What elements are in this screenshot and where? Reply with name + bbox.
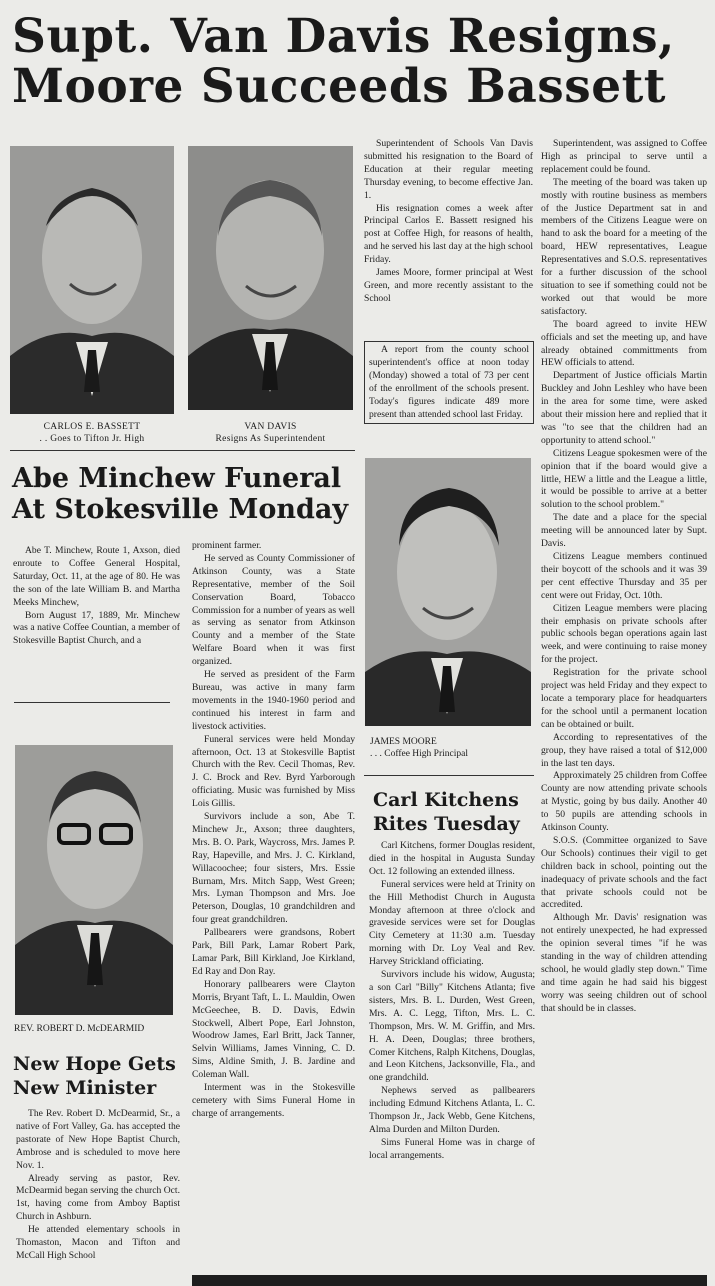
kitchens-headline-line-1: Carl Kitchens	[373, 789, 519, 811]
paragraph: Honorary pallbearers were Clayton Morris, Bryant Taft, L. L. Mauldin, Owen McGeechee, B. D. Davis, Edwin Stockwell, Albert Pope, Earl Johnston, Woodrow James, Earl Britt, Jack Tanner, Selvin Williams, James Vinning, C. D. Sims, Aldine Smith, J. B. Jardine and Coleman Wall.	[192, 978, 355, 1081]
davis-desc: Resigns As Superintendent	[215, 434, 326, 444]
new-hope-headline-line-1: New Hope Gets	[13, 1053, 176, 1075]
main-headline	[12, 9, 712, 114]
minchew-headline	[12, 463, 357, 525]
paragraph: Citizen League members were placing their emphasis on private schools after public schools began operations again last week, and were continuing to raise money for the project.	[541, 602, 707, 666]
resign-article-col3	[364, 138, 533, 306]
paragraph: He attended elementary schools in Thomaston, Macon and Tifton and McCall High School	[16, 1224, 180, 1261]
mcdearmid-caption: REV. ROBERT D. McDEARMID	[14, 1024, 145, 1034]
paragraph: Department of Justice officials Martin Buckley and John Leshley who have been in the area for some time, were asked about their mission here and replied that it was "to see that the children had an opportunity to attend school."	[541, 370, 707, 446]
paragraph: prominent farmer.	[192, 540, 262, 551]
bottom-bar	[192, 1275, 707, 1286]
minchew-headline-line-2: At Stokesville Monday	[12, 494, 349, 525]
paragraph: Registration for the private school project was held Friday and they expect to locate a temporary place for headquarters for the school until a permanent location can be obtained or built.	[541, 667, 707, 730]
minchew-headline-line-1: Abe Minchew Funeral	[12, 463, 342, 494]
bassett-photo	[10, 146, 174, 414]
divider	[364, 775, 534, 776]
paragraph: Citizens League members continued their boycott of the schools and it was 39 per cent effective Thursday and 35 per cent were out Friday, Oct. 10th.	[541, 551, 707, 601]
main-headline-line-2: Moore Succeeds Bassett	[12, 59, 667, 114]
paragraph: James Moore, former principal at West Green, and more recently assistant to the School	[364, 267, 533, 304]
paragraph: The Rev. Robert D. McDearmid, Sr., a native of Fort Valley, Ga. has accepted the pastorate of New Hope Baptist Church, Ambrose and is scheduled to move here Nov. 1.	[16, 1108, 180, 1171]
paragraph: Already serving as pastor, Rev. McDearmid began serving the church Oct. 1st, having come from Amboy Baptist Church in Ashburn.	[16, 1172, 180, 1223]
mcdearmid-photo	[15, 745, 173, 1015]
paragraph: Interment was in the Stokesville cemetery with Sims Funeral Home in charge of arrangements.	[192, 1082, 355, 1119]
paragraph: Survivors include a son, Abe T. Minchew Jr., Axson; three daughters, Mrs. B. O. Park, Waycross, Mrs. James P. Ray, Hapeville, and Mrs. J. C. Kirkland, Willacoochee; four sisters, Mrs. Essie Burnam, Mrs. Mitch Sapp, West Green; Mrs. Lyman Thompson and Mrs. Joe Peterson, Douglas, 10 grandchildren and four great grandchildren.	[192, 811, 355, 926]
minchew-col1	[13, 545, 180, 648]
paragraph: Although Mr. Davis' resignation was not entirely unexpected, he had expressed the opinion several times "if he was standing in the way of children attending school, he would gladly step down." Time and time again he had said his biggest worry was seeing children out of school that should be in classes.	[541, 912, 707, 1014]
paragraph: Carl Kitchens, former Douglas resident, died in the hospital in Augusta Sunday Oct. 12 following an extended illness.	[369, 840, 535, 877]
paragraph: Survivors include his widow, Augusta; a son Carl "Billy" Kitchens Atlanta; five sisters, Mrs. B. L. Durden, West Green, Mrs. A. C. Legg, Tifton, Mrs. L. C. Thompson, Mrs. W. M. Griffin, and Mrs. H. A. Deen, Douglas; three brothers, Comer Kitchens, Ralph Kitchens, Douglas, and Leon Kitchens, Jacksonville, Fla., and one grandchild.	[369, 969, 535, 1084]
paragraph: Abe T. Minchew, Route 1, Axson, died enroute to Coffee General Hospital, Saturday, Oct. 11, at the age of 80. He was the son of the late William B. and Martha Meeks Minchew,	[13, 545, 180, 608]
paragraph: Superintendent of Schools Van Davis submitted his resignation to the Board of Education at their regular meeting Thursday evening, to become effective Jan. 1.	[364, 138, 533, 201]
paragraph: According to representatives of the group, they have raised a total of $12,000 in the last ten days.	[541, 731, 707, 769]
davis-photo	[188, 146, 353, 410]
new-hope-article	[16, 1108, 180, 1263]
paragraph: Funeral services were held Monday afternoon, Oct. 13 at Stokesville Baptist Church with the Rev. Cecil Thomas, Rev. J. C. Brock and Rev. Byrd Yarborough officiating. Music was furnished by Miss Lois Gillis.	[192, 733, 355, 810]
paragraph: The board agreed to invite HEW officials and set the meeting up, and have already obtained committments from HEW officials to attend.	[541, 318, 707, 369]
paragraph: The meeting of the board was taken up mostly with routine business as members of the Justice Department sat in and members of the Citizens League were on hand to ask the board for a meeting of the board, HEW representatives, League Representatives and S.O.S. representatives for a further discussion of the school situation to see if something could not be worked out that would be more satisfactory.	[541, 176, 707, 317]
paragraph: He served as president of the Farm Bureau, was active in many farm movements in the 1940-1960 period and continued his interest in farm and livestock activities.	[192, 669, 355, 732]
moore-name: JAMES MOORE	[370, 737, 437, 747]
minchew-col2	[192, 540, 355, 1121]
davis-caption	[188, 421, 353, 445]
paragraph: Pallbearers were grandsons, Robert Park, Bill Park, Lamar Robert Park, Lamar Park, Bill Kirkland, Joe Kirkland, Ed Ray and Don Ray.	[192, 927, 355, 977]
paragraph: Citizens League spokesmen were of the opinion that if the board would give a little, HEW a little and the League a little, it would be possible to arrive at a better solution to the school problem."	[541, 447, 707, 511]
attendance-report-box	[364, 341, 534, 424]
main-headline-line-1: Supt. Van Davis Resigns,	[12, 9, 675, 64]
paragraph: Born August 17, 1889, Mr. Minchew was a native Coffee Countian, a member of Stokesville Baptist Church, and a	[13, 609, 180, 647]
paragraph: Superintendent, was assigned to Coffee High as principal to serve until a replacement could be found.	[541, 138, 707, 175]
bassett-caption	[10, 421, 174, 445]
divider	[14, 702, 170, 703]
moore-desc: . . . Coffee High Principal	[370, 749, 468, 759]
new-hope-headline	[13, 1052, 183, 1100]
paragraph: He served as County Commissioner of Atkinson County, was a State Representative, member of the Soil Conservation Board, Tobacco Commission for a number of years as well as serving as senator from Atkinson County and a member of the State Welfare Board when it was first organized.	[192, 552, 355, 668]
paragraph: Approximately 25 children from Coffee County are now attending private schools at Mystic, going by bus daily. Another 40 to 50 pupils are attending schools in Atkinson County.	[541, 770, 707, 834]
kitchens-article	[369, 840, 535, 1163]
paragraph: Funeral services were held at Trinity on the Hill Methodist Church in Augusta Monday afternoon at three o'clock and graveside services were set for Douglas City Cemetery at 11:30 a.m. Tuesday morning with Dr. Loy Veal and Rev. Harvey Strickland officiating.	[369, 878, 535, 968]
paragraph: S.O.S. (Committee organized to Save Our Schools) continues their vigil to get children back in school, pointing out the inadequacy of private schools and the fact that private schools could not be accredited.	[541, 834, 707, 911]
moore-photo	[365, 458, 531, 726]
boxed-text: A report from the county school superintendent's office at noon today (Monday) showed a total of 73 per cent of the enrollment of the schools present. Today's figures indicate 489 more present than attended school last Friday.	[369, 344, 529, 420]
kitchens-headline-line-2: Rites Tuesday	[373, 813, 520, 835]
paragraph: Nephews served as pallbearers including Edmund Kitchens Atlanta, L. C. Thompson Jr., Jack Webb, Gene Kitchens, Alma Durden and Milton Durden.	[369, 1085, 535, 1135]
moore-caption	[370, 736, 535, 760]
paragraph: The date and a place for the special meeting will be announced later by Supt. Davis.	[541, 512, 707, 550]
bassett-name: CARLOS E. BASSETT	[43, 422, 141, 432]
davis-name: VAN DAVIS	[244, 422, 297, 432]
divider	[10, 450, 355, 451]
paragraph: His resignation comes a week after Principal Carlos E. Bassett resigned his post at Coffee High, for reasons of health, and he served his last day at the high school Friday.	[364, 202, 533, 266]
resign-article-col4	[541, 138, 707, 1016]
bassett-desc: . . Goes to Tifton Jr. High	[39, 434, 145, 444]
kitchens-headline	[373, 788, 533, 836]
paragraph: Sims Funeral Home was in charge of local arrangements.	[369, 1136, 535, 1161]
new-hope-headline-line-2: New Minister	[13, 1077, 157, 1099]
